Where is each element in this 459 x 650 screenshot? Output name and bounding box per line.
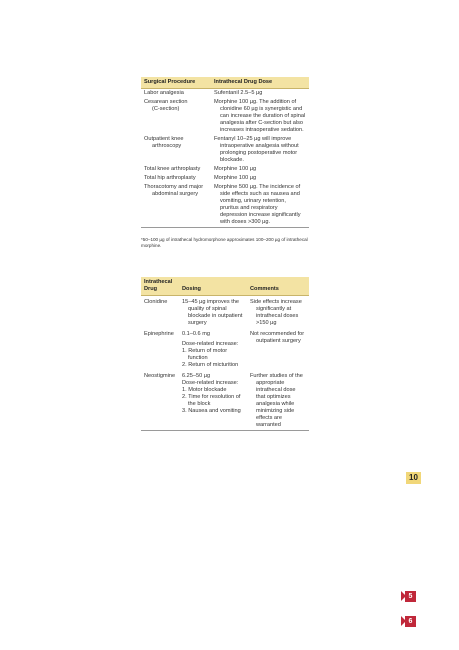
intrathecal-drug-table (141, 277, 309, 431)
table-row (141, 370, 309, 431)
procedure-cell: Outpatient knee arthroscopy (144, 136, 184, 149)
table-row (141, 98, 309, 135)
table-row (141, 296, 309, 329)
procedure-cell: Thoracotomy and major abdominal surgery (141, 183, 211, 228)
dose-cell: Sufentanil 2.5–5 µg (214, 90, 263, 96)
procedure-cell: Total knee arthroplasty (144, 166, 201, 172)
procedure-cell: Total hip arthroplasty (144, 175, 196, 181)
procedure-dose-table (141, 77, 309, 228)
dose-cell: Fentanyl 10–25 µg will improve intraoperative analgesia without prolonging postoperative motor blockade. (214, 136, 299, 163)
table-row (141, 165, 309, 174)
chapter-tab[interactable]: 10 (406, 472, 421, 484)
dosing-cell: 15–45 µg improves the quality of spinal blockade in outpatient surgery (182, 299, 243, 326)
drug-cell: Neostigmine (141, 370, 179, 431)
comments-cell: Further studies of the appropriate intrathecal dose that optimizes analgesia while minimizing side effects are warranted (247, 370, 309, 431)
dose-cell: Morphine 100 µg. The addition of clonidine 60 µg is synergistic and can increase the duration of spinal analgesia after C-section but also increases intraoperative sedation. (214, 99, 306, 133)
section-marker-5[interactable] (401, 591, 416, 602)
dose-cell: Morphine 100 µg (214, 175, 257, 181)
procedure-cell: Labor analgesia (144, 90, 184, 96)
column-header: Comments (247, 277, 309, 296)
column-header: Dosing (179, 277, 247, 296)
comments-cell: Not recommended for outpatient surgery (250, 331, 305, 344)
table-row (141, 174, 309, 183)
column-header: Intrathecal Drug Dose (211, 77, 309, 89)
table-row (141, 135, 309, 165)
dose-cell: Morphine 500 µg. The incidence of side effects such as nausea and vomiting, urinary retention, pruritus and respiratory depression increase significantly with doses >300 µg. (211, 183, 309, 228)
procedure-cell: Cesarean section (C-section) (144, 99, 188, 112)
marker-label: 6 (405, 616, 416, 627)
comments-cell: Side effects increase significantly at intrathecal doses >150 µg (250, 299, 302, 326)
section-marker-6[interactable] (401, 616, 416, 627)
table-row (141, 89, 309, 99)
dosing-cell: 0.1–0.6 mg Dose-related increase: 1. Return of motor function 2. Return of micturition (182, 331, 239, 368)
column-header: Intrathecal Drug (141, 277, 179, 296)
dose-cell: Morphine 100 µg (214, 166, 257, 172)
marker-label: 5 (405, 591, 416, 602)
table-footnote: *50–100 µg of intrathecal hydromorphone approximates 100–200 µg of intrathecal morphine. (141, 237, 308, 248)
drug-cell: Epinephrine (144, 331, 174, 337)
column-header: Surgical Procedure (141, 77, 211, 89)
table-row (141, 328, 309, 370)
table-header-row (141, 77, 309, 89)
table-row (141, 183, 309, 228)
drug-cell: Clonidine (144, 299, 168, 305)
table-header-row (141, 277, 309, 296)
dosing-cell: 6.25–50 µg Dose-related increase: 1. Motor blockade 2. Time for resolution of the block 3. Nausea and vomiting (179, 370, 247, 431)
